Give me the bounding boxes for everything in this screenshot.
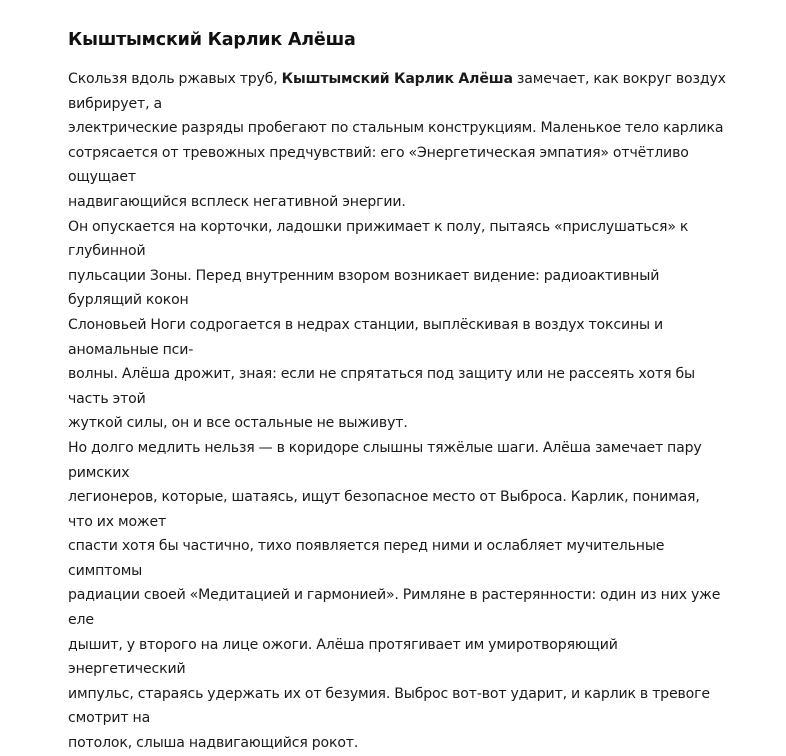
paragraph-3-line-5: дышит, у второго на лице ожоги. Алёша протягивает им умиротворяющий энергетический <box>68 636 618 678</box>
paragraph-2-line-1: Он опускается на корточки, ладошки прижимает к полу, пытаясь «прислушаться» к глубинной <box>68 218 689 260</box>
paragraph-1-line-4: надвигающийся всплеск негативной энергии. <box>68 193 406 210</box>
paragraph-1-line-1-pre: Скользя вдоль ржавых труб, <box>68 71 282 87</box>
paragraph-3-line-2: легионеров, которые, шатаясь, ищут безопасное место от Выброса. Карлик, понимая, что их может <box>68 489 700 530</box>
paragraph-1-line-3: сотрясается от тревожных предчувствий: его «Энергетическая эмпатия» отчётливо ощущает <box>68 144 689 186</box>
paragraph-3-line-1: Но долго медлить нельзя — в коридоре слышны тяжёлые шаги. Алёша замечает пару римских <box>68 439 702 481</box>
paragraph-3-line-4: радиации своей «Медитацией и гармонией». Римляне в растерянности: один из них уже еле <box>68 587 721 629</box>
paragraph-1-line-1-post: замечает, как вокруг воздух вибрирует, а <box>68 71 726 112</box>
page-title: Кыштымский Карлик Алёша <box>68 30 356 50</box>
paragraph-1 <box>68 67 728 215</box>
paragraph-2-line-2: пульсации Зоны. Перед внутренним взором возникает видение: радиоактивный бурлящий кокон <box>68 267 660 309</box>
character-name-bold: Кыштымский Карлик Алёша <box>281 71 513 87</box>
paragraph-3-line-7: потолок, слыша надвигающийся рокот. <box>68 735 359 752</box>
paragraph-2-line-3: Слоновьей Ноги содрогается в недрах станции, выплёскивая в воздух токсины и аномальные пси- <box>68 316 664 358</box>
paragraph-3 <box>68 436 728 756</box>
paragraph-2-line-5: жуткой силы, он и все остальные не выживут. <box>68 415 408 432</box>
paragraph-2-line-4: волны. Алёша дрожит, зная: если не спрятаться под защиту или не рассеять хотя бы часть этой <box>68 366 695 407</box>
paragraph-2 <box>68 215 728 436</box>
paragraph-1-line-2: электрические разряды пробегают по стальным конструкциям. Маленькое тело карлика <box>68 120 724 137</box>
paragraph-3-line-3: спасти хотя бы частично, тихо появляется перед ними и ослабляет мучительные симптомы <box>68 538 665 579</box>
paragraph-3-line-6: импульс, стараясь удержать их от безумия. Выброс вот-вот ударит, и карлик в тревоге смотрит на <box>68 685 710 727</box>
